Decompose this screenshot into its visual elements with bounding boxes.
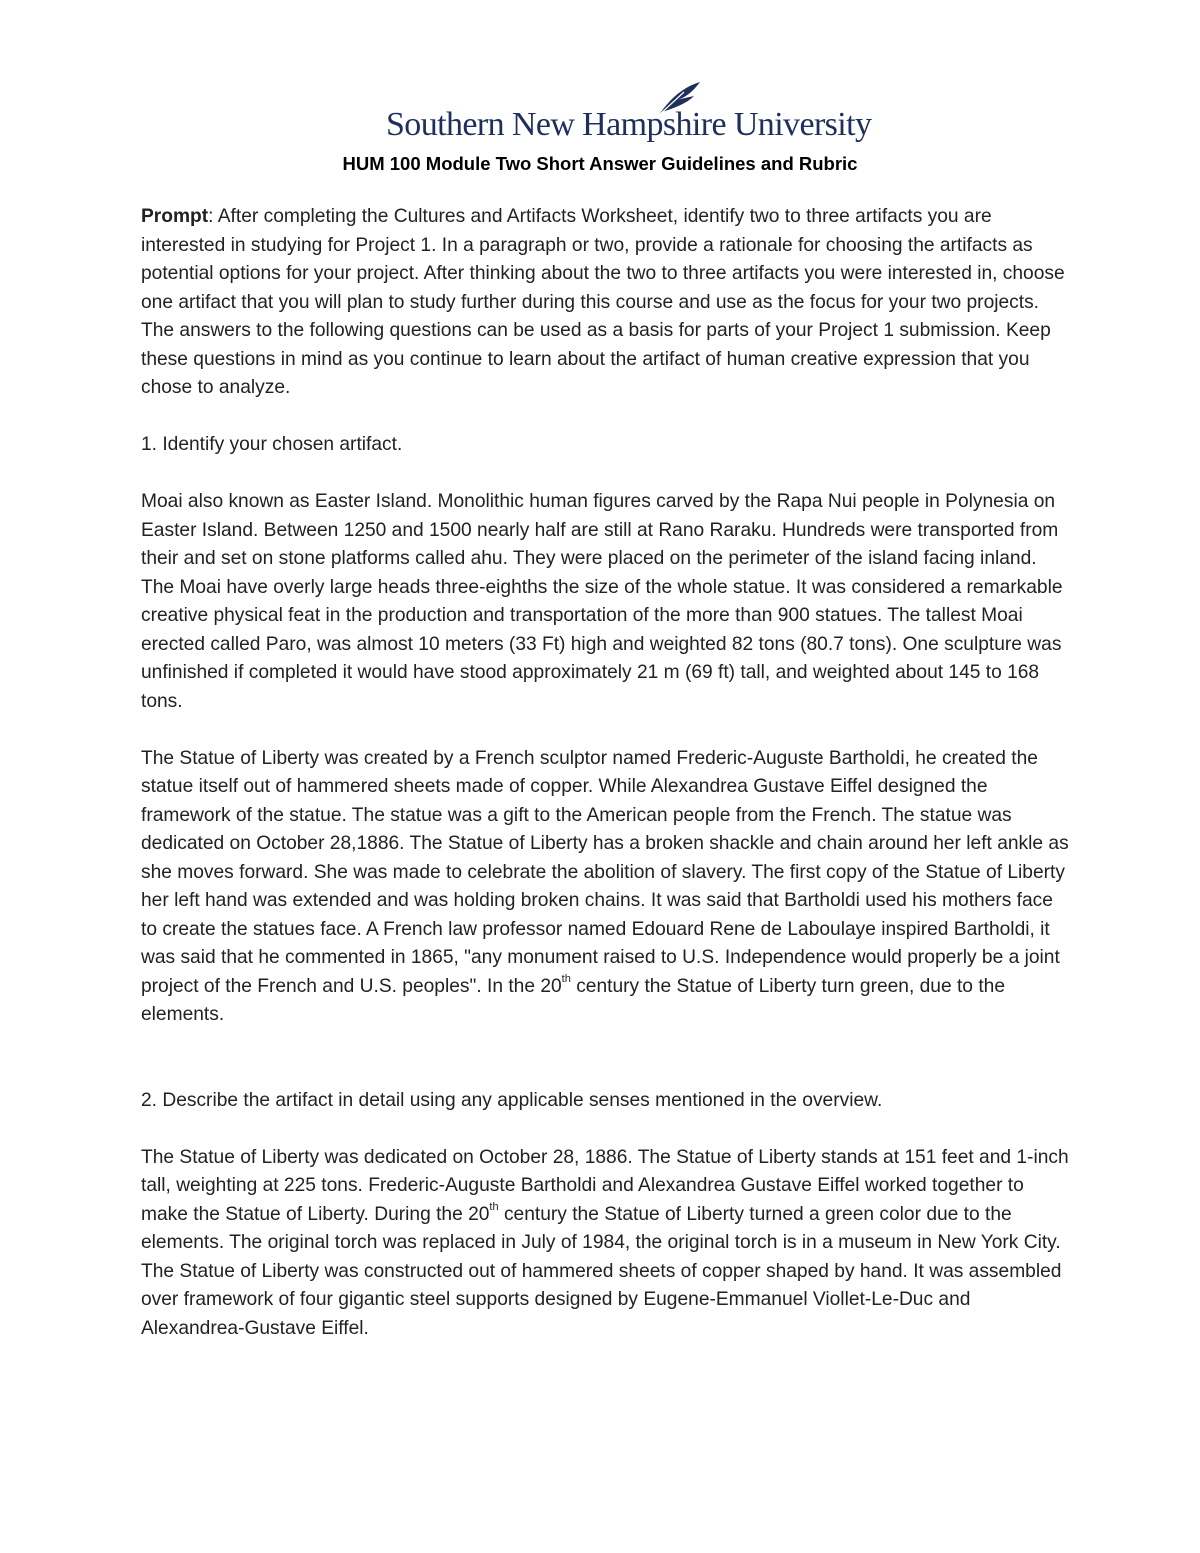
answer-2-text-after: century the Statue of Liberty turned a green color due to the elements. The original torch was replaced in July of 1984, the original torch is in a museum in New York City. The Statue of Liberty was constructed out of hammered sheets of copper shaped by hand. It was assembled over framework of four gigantic steel supports designed by Eugene-Emmanuel Viollet-Le-Duc and Alexandrea-Gustave Eiffel. [141, 1203, 1062, 1339]
feather-icon [654, 80, 704, 118]
moai-paragraph: Moai also known as Easter Island. Monolithic human figures carved by the Rapa Nui people in Polynesia on Easter Island. Between 1250 and 1500 nearly half are still at Rano Raraku. Hundreds were transported from their and set on stone platforms called ahu. They were placed on the perimeter of the island facing inland. The Moai have overly large heads three-eighths the size of the whole statue. It was considered a remarkable creative physical feat in the production and transportation of the more than 900 statues. The tallest Moai erected called Paro, was almost 10 meters (33 Ft) high and weighted 82 tons (80.7 tons). One sculpture was unfinished if completed it would have stood approximately 21 m (69 ft) tall, and weighted about 145 to 168 tons. [141, 491, 1063, 712]
question-2: 2. Describe the artifact in detail using any applicable senses mentioned in the overview. [141, 1089, 883, 1111]
document-body [141, 203, 1071, 1343]
liberty-ordinal-sup: th [561, 973, 571, 986]
liberty-text-before: The Statue of Liberty was created by a French sculptor named Frederic-Auguste Bartholdi, he created the statue itself out of hammered sheets made of copper. While Alexandrea Gustave Eiffel designed the framework of the statue. The statue was a gift to the American people from the French. The statue was dedicated on October 28,1886. The Statue of Liberty has a broken shackle and chain around her left ankle as she moves forward. She was made to celebrate the abolition of slavery. The first copy of the Statue of Liberty her left hand was extended and was holding broken chains. It was said that Bartholdi used his mothers face to create the statues face. A French law professor named Edouard Rene de Laboulaye inspired Bartholdi, it was said that he commented in 1865, "any monument raised to U.S. Independence would properly be a joint project of the French and U.S. peoples". In the 20 [141, 747, 1069, 997]
prompt-label: Prompt [141, 206, 209, 227]
answer-2-ordinal-sup: th [489, 1201, 499, 1214]
logo-wordmark: Southern New Hampshire University [386, 106, 872, 143]
liberty-paragraph [141, 745, 1071, 1030]
answer-2-text-before: The Statue of Liberty was dedicated on October 28, 1886. The Statue of Liberty stands at 151 feet and 1-inch tall, weighting at 225 tons. Frederic-Auguste Bartholdi and Alexandrea Gustave Eiffel worked together to make the Statue of Liberty. During the 20 [141, 1146, 1069, 1225]
liberty-text-after: century the Statue of Liberty turn green, due to the elements. [141, 975, 1005, 1025]
question-1: 1. Identify your chosen artifact. [141, 434, 403, 455]
university-logo [386, 80, 872, 150]
prompt-paragraph [141, 203, 1071, 403]
prompt-text: : After completing the Cultures and Artifacts Worksheet, identify two to three artifacts you are interested in studying for Project 1. In a paragraph or two, provide a rationale for choosing the artifacts as potential options for your project. After thinking about the two to three artifacts you were interested in, choose one artifact that you will plan to study further during this course and use as the focus for your two projects. The answers to the following questions can be used as a basis for parts of your Project 1 submission. Keep these questions in mind as you continue to learn about the artifact of human creative expression that you chose to analyze. [141, 206, 1065, 398]
answer-2-paragraph [141, 1144, 1071, 1344]
document-title: HUM 100 Module Two Short Answer Guidelines and Rubric [342, 153, 858, 174]
